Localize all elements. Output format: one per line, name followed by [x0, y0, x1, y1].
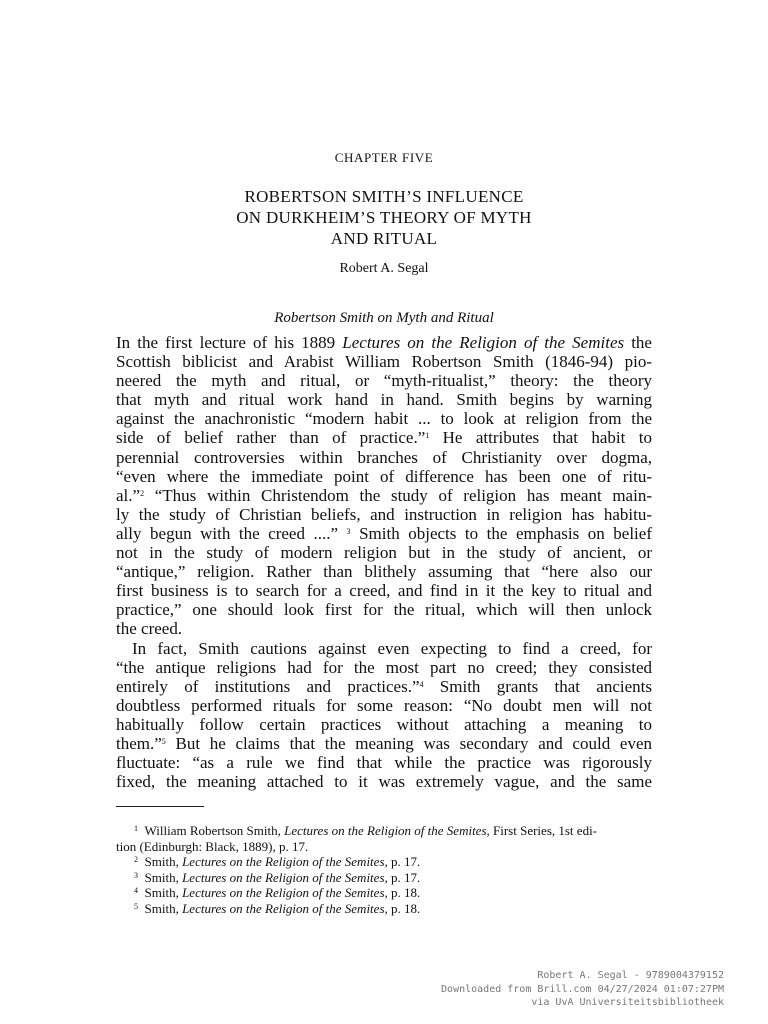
footnote-4: $^4$ Smith, Lectures on the Religion of the Semites, p. 18. [134, 885, 421, 900]
body-line: that myth and ritual work hand in hand. Smith begins by warning [116, 390, 652, 410]
body-line: “even where the immediate point of difference has been one of ritu- [116, 466, 652, 486]
body-line: In fact, Smith cautions against even expecting to find a creed, for [132, 638, 652, 658]
chapter-title-line-1: ROBERTSON SMITH’S INFLUENCE [244, 187, 524, 206]
footnote-2: $^2$ Smith, Lectures on the Religion of the Semites, p. 17. [134, 854, 421, 869]
body-line: habitually follow certain practices without attaching a meaning to [116, 714, 652, 734]
chapter-label: CHAPTER FIVE [334, 150, 434, 165]
footnote-3: $^3$ Smith, Lectures on the Religion of the Semites, p. 17. [134, 869, 421, 885]
watermark-line-3: via UvA Universiteitsbibliotheek [531, 997, 724, 1008]
body-line: against the anachronistic “modern habit ... to look at religion from the [116, 409, 652, 429]
body-line: In the first lecture of his 1889 Lectures on the Religion of the Semites the [116, 333, 652, 352]
footnote-ref: 4 [419, 679, 424, 689]
body-line: ally begun with the creed ....” $^3$ Smith objects to the emphasis on belief [116, 523, 652, 543]
body-text [116, 333, 652, 791]
footnote-1-continuation: tion (Edinburgh: Black, 1889), p. 17. [116, 838, 309, 854]
body-line: doubtless performed rituals for some reason: “No doubt men will not [116, 695, 652, 715]
chapter-title-line-2: ON DURKHEIM’S THEORY OF MYTH [236, 208, 532, 227]
footnote-ref: 3 [346, 526, 351, 536]
body-line: neered the myth and ritual, or “myth-ritualist,” theory: the theory [116, 371, 652, 391]
footnote-ref: 1 [425, 431, 430, 441]
footnote-ref: 2 [140, 488, 145, 498]
body-line: practice,” one should look first for the ritual, which will then unlock [116, 600, 652, 620]
body-line: ly the study of Christian beliefs, and instruction in religion has habitu- [116, 504, 652, 524]
body-line: perennial controversies within branches of Christianity over dogma, [116, 447, 652, 467]
section-heading: Robertson Smith on Myth and Ritual [274, 310, 494, 326]
footnote-5: $^5$ Smith, Lectures on the Religion of the Semites, p. 18. [134, 900, 421, 916]
body-line: entirely of institutions and practices.”$^4$ Smith grants that ancients [116, 676, 652, 696]
body-line: Scottish biblicist and Arabist William Robertson Smith (1846-94) pio- [116, 352, 652, 372]
body-line: al.”$^2$ “Thus within Christendom the study of religion has meant main- [116, 485, 652, 505]
chapter-title-line-3: AND RITUAL [330, 229, 438, 248]
body-line: not in the study of modern religion but in the study of ancient, or [116, 543, 652, 563]
footnotes [116, 823, 652, 916]
download-watermark [441, 969, 724, 1010]
footnote-ref: 5 [161, 736, 166, 746]
body-line: them.”$^5$ But he claims that the meaning was secondary and could even [116, 733, 652, 753]
author-name: Robert A. Segal [339, 261, 429, 276]
body-line: “the antique religions had for the most part no creed; they consisted [116, 657, 652, 677]
body-line: fixed, the meaning attached to it was extremely vague, and the same [116, 772, 652, 792]
watermark-line-2: Downloaded from Brill.com 04/27/2024 01:07:27PM [441, 983, 724, 995]
body-line: side of belief rather than of practice.”$^1$ He attributes that habit to [116, 428, 652, 448]
body-line: “antique,” religion. Rather than blithely assuming that “here also our [116, 562, 652, 582]
chapter-title [0, 186, 768, 249]
body-line: fluctuate: “as a rule we find that while the practice was rigorously [116, 753, 652, 773]
body-line: first business is to search for a creed, and find in it the key to ritual and [116, 581, 652, 601]
footnote-1: $^1$ William Robertson Smith, Lectures on the Religion of the Semites, First Series, 1st edi- [134, 823, 598, 838]
body-line: the creed. [116, 619, 183, 639]
footnote-divider [116, 806, 204, 807]
watermark-line-1: Robert A. Segal - 9789004379152 [537, 970, 724, 981]
